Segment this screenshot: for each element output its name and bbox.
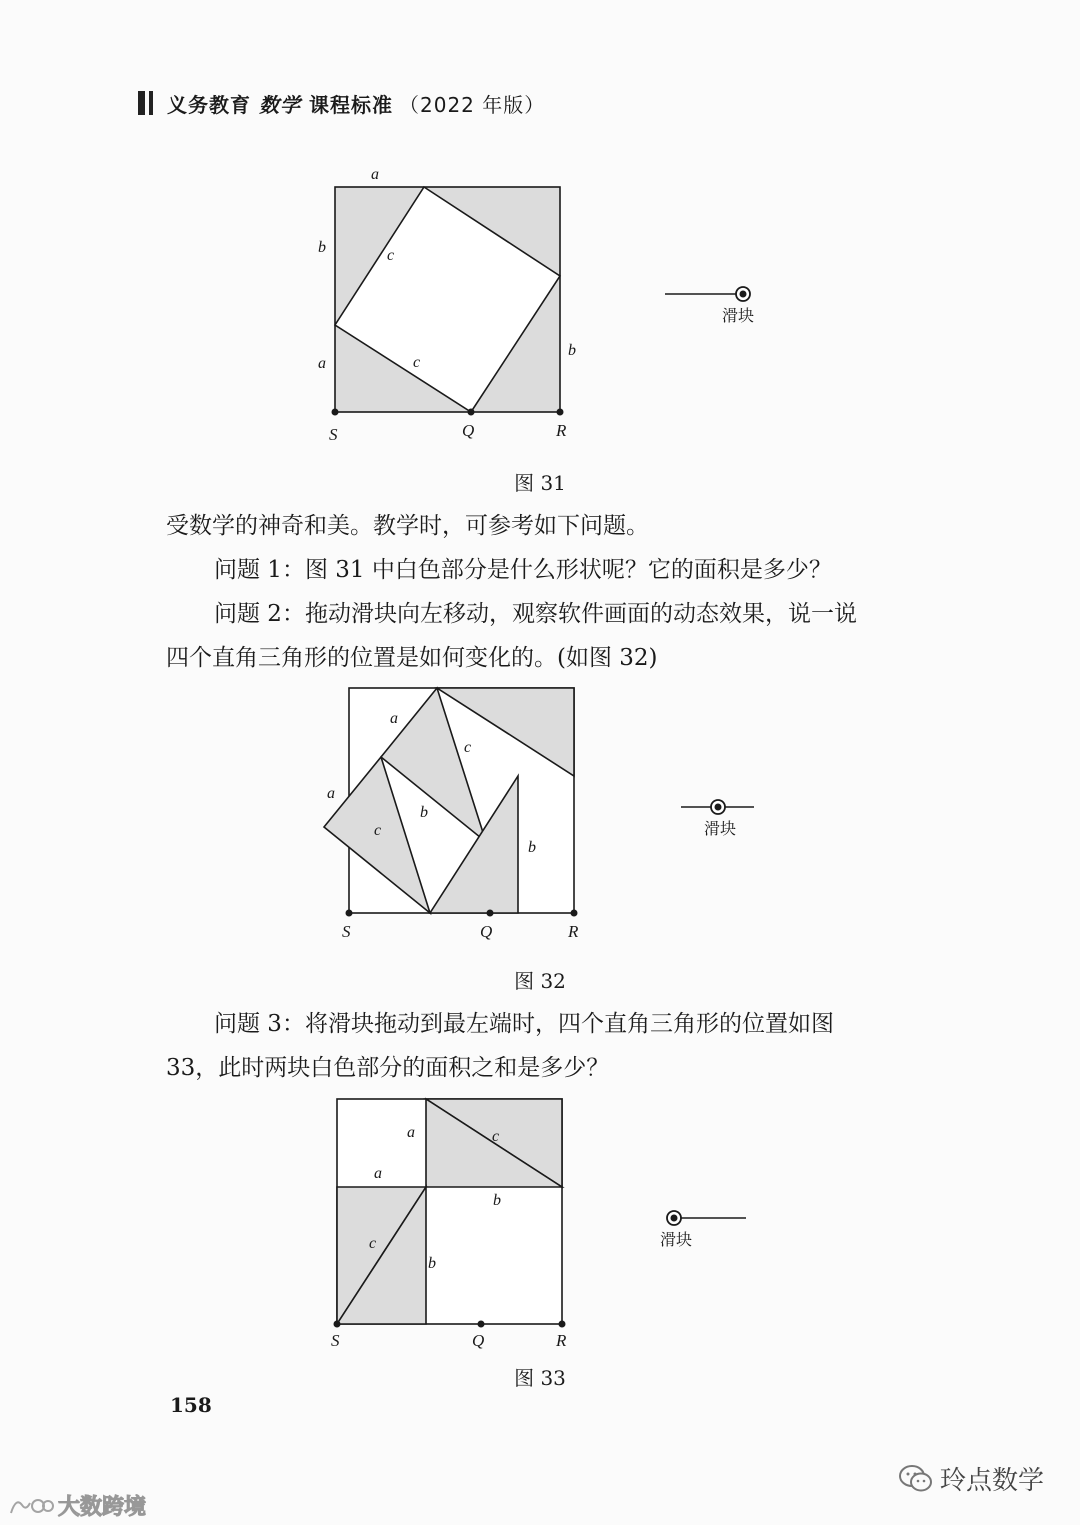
fig31-label-right-b: b [568,342,576,359]
fig33-point-q-label: Q [472,1331,485,1350]
header-edition: （2022 年版） [399,92,546,117]
watermark-right-text: 玲点数学 [940,1466,1045,1496]
fig32-caption: 图 32 [514,969,566,993]
header-title-suffix: 课程标准 [309,92,393,117]
question-2-line-2: 四个直角三角形的位置是如何变化的。(如图 32) [166,645,658,671]
header-title-prefix: 义务教育 [167,92,251,117]
fig31-caption: 图 31 [514,471,566,495]
fig33-point-q [478,1321,485,1328]
fig33-slider-handle[interactable] [667,1211,681,1225]
fig32-label-c2: c [374,822,382,839]
fig32-label-b1: b [420,804,428,821]
fig32-point-r-label: R [568,922,579,941]
fig33-caption: 图 33 [514,1366,566,1390]
question-1: 问题 1：图 31 中白色部分是什么形状呢？它的面积是多少？ [214,557,832,583]
watermark-right [898,1460,1044,1497]
fig32-label-c1: c [464,739,472,756]
fig32-slider-label: 滑块 [704,819,737,838]
fig31-point-s-label: S [329,425,338,444]
fig32-point-q-label: Q [480,922,493,941]
fig33-label-b2: b [428,1255,436,1272]
fig31-label-left-c: c [387,247,395,264]
fig31-point-q-label: Q [462,421,475,440]
watermark-left-logo-icon [8,1495,54,1517]
watermark-left-text: 大数跨境 [58,1495,147,1520]
page-number: 158 [170,1393,212,1417]
fig31-label-left-a: a [318,355,326,372]
fig32-point-s-label: S [342,922,351,941]
fig32-label-a1: a [390,710,398,727]
text-line-1: 受数学的神奇和美。教学时，可参考如下问题。 [166,513,649,539]
fig33-point-r-label: R [556,1331,567,1350]
fig33-point-s [334,1321,341,1328]
question-2-line-1: 问题 2：拖动滑块向左移动，观察软件画面的动态效果，说一说 [214,601,857,627]
watermark-left [8,1490,146,1521]
question-3-line-2: 33，此时两块白色部分的面积之和是多少？ [166,1055,610,1081]
fig31-label-left-b: b [318,239,326,256]
question-3-line-1: 问题 3：将滑块拖动到最左端时，四个直角三角形的位置如图 [214,1011,834,1037]
fig33-label-b1: b [493,1192,501,1209]
fig32-label-a2: a [327,785,335,802]
fig31-slider-label: 滑块 [722,306,755,325]
fig31-point-r-label: R [556,421,567,440]
fig31-label-bottom-c: c [413,354,421,371]
fig33-label-a1: a [407,1124,415,1141]
fig32-label-b2: b [528,839,536,856]
fig31-label-top-a: a [371,166,379,183]
header-title-subject: 数学 [259,92,301,117]
fig33-point-r [559,1321,566,1328]
fig33-point-s-label: S [331,1331,340,1350]
fig33-label-c2: c [369,1235,377,1252]
fig33-slider-label: 滑块 [660,1230,693,1249]
fig33-label-c1: c [492,1128,500,1145]
wechat-icon [898,1464,934,1494]
fig33-label-a2: a [374,1165,382,1182]
